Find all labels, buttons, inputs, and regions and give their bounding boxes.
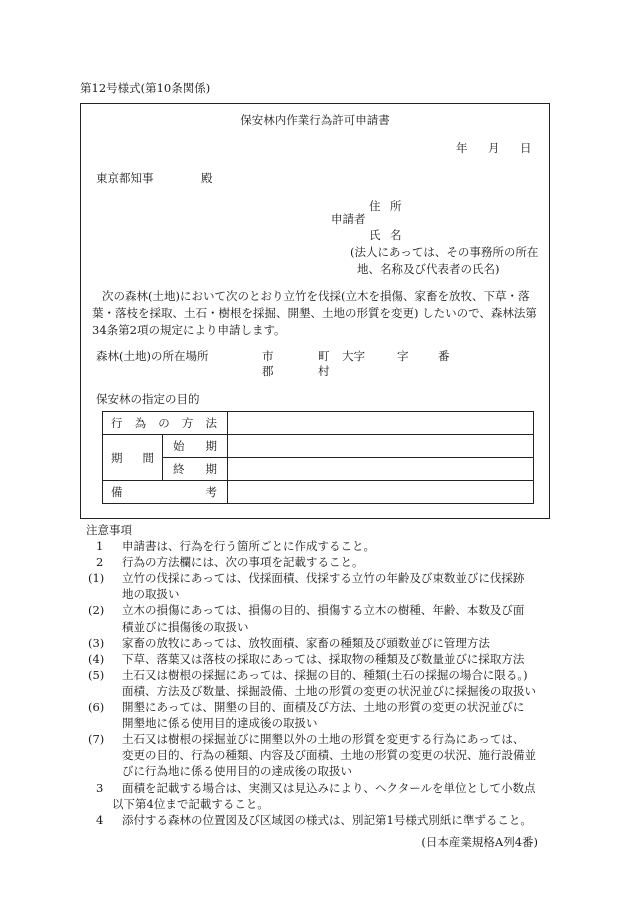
note-item: 4 添付する森林の位置図及び区域図の様式は、別記第1号様式別紙に準ずること。 [96, 812, 532, 827]
location-district: 郡 [262, 364, 274, 378]
location-oaza: 大字 [342, 349, 365, 363]
note-item: 1 申請書は、行為を行う箇所ごとに作成すること。 [96, 539, 375, 554]
date-day: 日 [520, 141, 532, 155]
start-row [103, 435, 534, 458]
note-item: 3 面積を記載する場合は、実測又は見込みにより、ヘクタールを単位として小数点 [96, 780, 536, 795]
form-number: 第12号様式(第10条関係) [80, 81, 211, 95]
location-village: 村 [318, 364, 330, 378]
start-value[interactable] [228, 435, 534, 458]
remarks-value[interactable] [228, 481, 534, 504]
remarks-row [103, 481, 534, 504]
method-value[interactable] [228, 412, 534, 435]
addressee-name: 東京都知事 [96, 171, 154, 185]
end-label: 終 期 [163, 458, 228, 481]
date-year: 年 [456, 141, 468, 155]
location-city: 市 [262, 349, 274, 363]
start-label: 始 期 [163, 435, 228, 458]
location-town: 町 [318, 349, 330, 363]
activity-table [102, 411, 534, 504]
notes-section [86, 522, 548, 828]
location-label: 森林(土地)の所在場所 [96, 349, 209, 363]
note-subitem: (4) 下草、落葉又は落枝の採取にあっては、採取物の種類及び数量並びに採取方法 [88, 651, 525, 666]
note-subitem: (1) 立竹の伐採にあっては、伐採面積、伐採する立竹の年齢及び束数並びに伐採跡 地の取扱い [88, 571, 525, 602]
date-month: 月 [488, 141, 500, 155]
applicant-note-line2: 地、名称及び代表者の氏名) [357, 262, 500, 276]
paper-size-note: (日本産業規格A列4番) [421, 835, 538, 849]
note-subitem: (2) 立木の損傷にあっては、損傷の目的、損傷する立木の樹種、年齢、本数及び面 積並びに損傷後の取扱い [88, 603, 525, 634]
period-label: 期 間 [103, 435, 163, 481]
note-subitem: (6) 開墾にあっては、開墾の目的、面積及び方法、土地の形質の変更の状況並びに 開墾地に係る使用目的達成後の取扱い [88, 700, 525, 731]
application-statement: 次の森林(土地)において次のとおり立竹を伐採(立木を損傷、家畜を放牧、下草・落葉・落枝を採取、土石・樹根を採掘、開墾、土地の形質を変更) したいので、森林法第34条第2項の規定により申請します。 [92, 289, 537, 337]
note-subitem: (7) 土石又は樹根の採掘並びに開墾以外の土地の形質を変更する行為にあっては、 変更の目的、行為の種類、内容及び面積、土地の形質の変更の状況、施行設備並 びに行為地に係る使用目的の達成後の取扱い [88, 732, 536, 779]
end-value[interactable] [228, 458, 534, 481]
location-aza: 字 [397, 349, 409, 363]
name-label-char1: 氏 [369, 228, 381, 242]
remarks-label: 備 考 [103, 481, 228, 504]
document-title: 保安林内作業行為許可申請書 [240, 113, 390, 127]
method-label: 行 為 の 方 法 [103, 412, 228, 435]
note-item: 2 行為の方法欄には、次の事項を記載すること。 [96, 555, 364, 570]
method-row [103, 412, 534, 435]
addressee-honorific: 殿 [201, 171, 213, 185]
applicant-note-line1: (法人にあっては、その事務所の所在 [350, 245, 539, 259]
note-item-continuation: 以下第4位まで記載すること。 [112, 796, 269, 811]
address-label-char2: 所 [390, 199, 402, 213]
applicant-label: 申請者 [331, 212, 366, 226]
note-subitem: (5) 土石又は樹根の採掘にあっては、採掘の目的、種類(土石の採掘の場合に限る。) 面積、方法及び数量、採掘設備、土地の形質の変更の状況並びに採掘後の取扱い [88, 667, 536, 698]
end-row [103, 458, 534, 481]
name-label-char2: 名 [390, 228, 402, 242]
notes-heading: 注意事項 [86, 523, 132, 537]
address-label-char1: 住 [369, 199, 381, 213]
location-banchi: 番 [438, 349, 450, 363]
designation-purpose-label: 保安林の指定の目的 [96, 392, 200, 406]
note-subitem: (3) 家畜の放牧にあっては、放牧面積、家畜の種類及び頭数並びに管理方法 [88, 635, 490, 650]
